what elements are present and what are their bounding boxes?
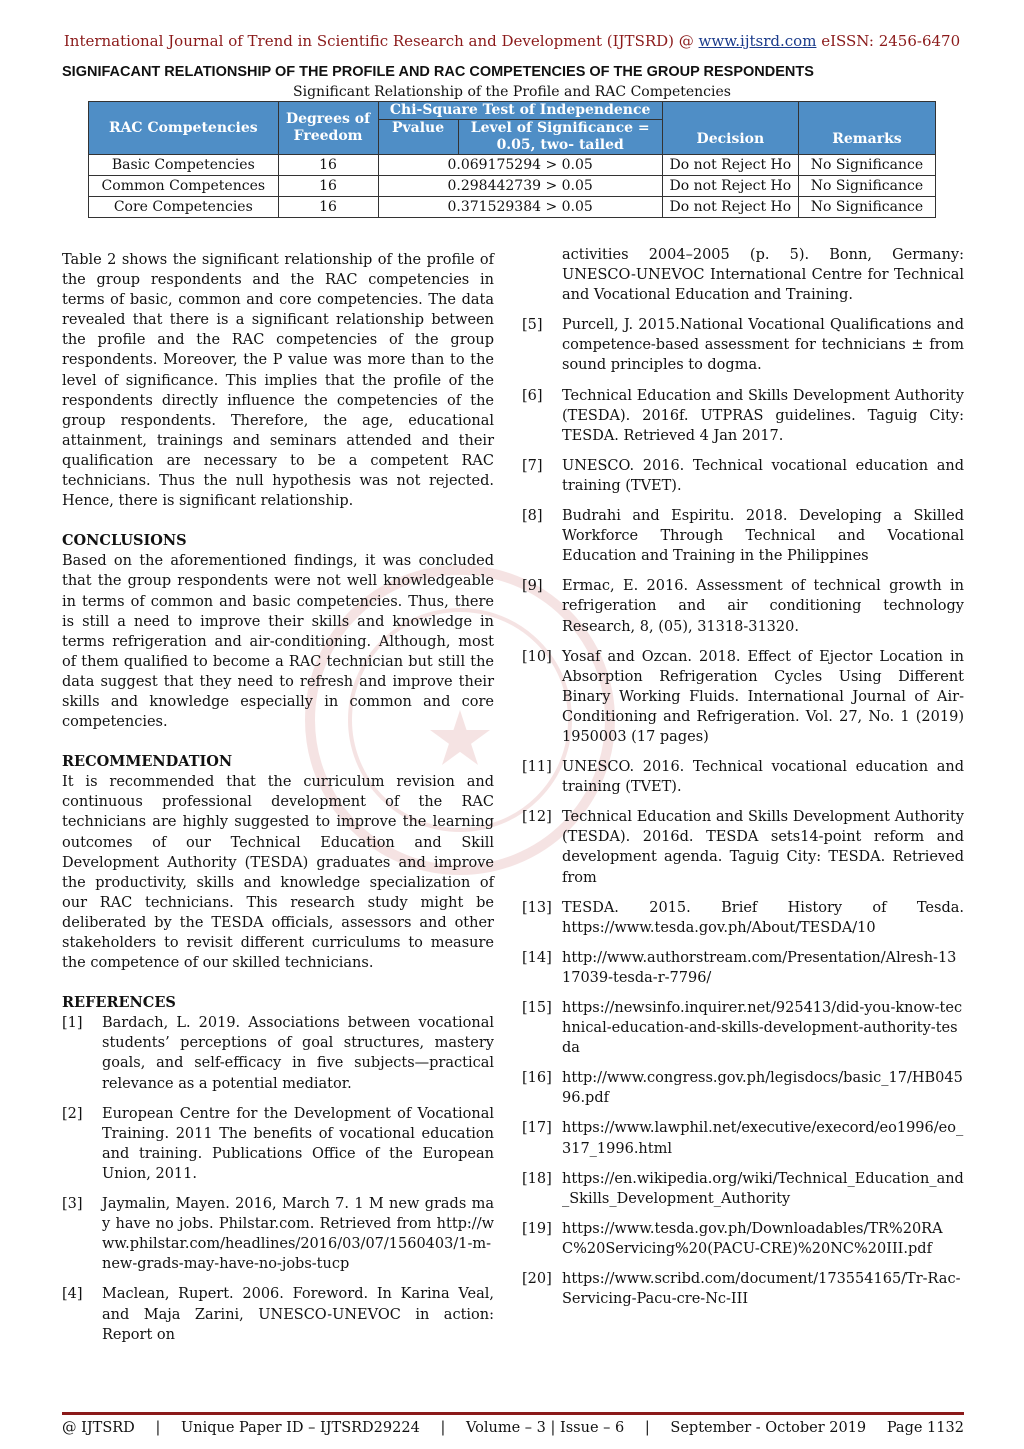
- reference-number: [18]: [522, 1170, 552, 1187]
- footer-separator: |: [644, 1420, 650, 1436]
- table-caption: Significant Relationship of the Profile and RAC Competencies: [293, 84, 731, 100]
- th-decision: Decision: [662, 102, 798, 155]
- reference-text: activities 2004–2005 (p. 5). Bonn, Germany: UNESCO-UNEVOC International Centre for Technical and Vocational Education and Training.: [562, 247, 964, 304]
- footer-separator: |: [155, 1420, 161, 1436]
- reference-number: [4]: [62, 1286, 83, 1303]
- reference-item: [522, 1169, 964, 1209]
- reference-item: [522, 1269, 964, 1309]
- reference-text: TESDA. 2015. Brief History of Tesda. https://www.tesda.gov.ph/About/TESDA/10: [562, 899, 964, 936]
- table-row: [89, 155, 936, 176]
- journal-name: International Journal of Trend in Scientific Research and Development (IJTSRD) @: [63, 32, 699, 50]
- page-footer: [62, 1420, 964, 1436]
- reference-number: [6]: [522, 387, 543, 404]
- references-list-right: [522, 315, 964, 1309]
- reference-text: Maclean, Rupert. 2006. Foreword. In Karina Veal, and Maja Zarini, UNESCO-UNEVOC in action: Report on: [102, 1286, 494, 1343]
- th-level-of-significance: Level of Significance = 0.05, two- tailed: [458, 120, 662, 155]
- reference-number: [9]: [522, 578, 543, 595]
- reference-text: Technical Education and Skills Development Authority (TESDA). 2016d. TESDA sets14-point reform and development agenda. Taguig City: TESDA. Retrieved from: [562, 809, 964, 886]
- conclusions-paragraph: Based on the aforementioned findings, it was concluded that the group respondents were not well knowledgeable in terms of common and basic competencies. Thus, there is still a need to improve their skills and knowledge in terms refrigeration and air-conditioning. Although, most of them qualified to become a RAC technician but still the data suggest that they need to refresh and improve their skills and knowledge especially in common and core competencies.: [62, 553, 494, 731]
- reference-item: [62, 1284, 494, 1344]
- reference-item: [522, 1118, 964, 1158]
- reference-number: [7]: [522, 457, 543, 474]
- reference-text: European Centre for the Development of Vocational Training. 2011 The benefits of vocational education and training. Publications Office of the European Union, 2011.: [102, 1105, 494, 1182]
- cell-pvalue: 0.069175294 > 0.05: [378, 155, 662, 176]
- footer-page: Page 1132: [886, 1420, 964, 1436]
- reference-text: Yosaf and Ozcan. 2018. Effect of Ejector Location in Absorption Refrigeration Cycles Using Different Binary Working Fluids. International Journal of Air-Conditioning and Refrigeration. Vol. 27, No. 1 (2019) 1950003 (17 pages): [562, 648, 964, 745]
- reference-item: [62, 1013, 494, 1093]
- cell-decision: Do not Reject Ho: [662, 176, 798, 197]
- cell-df: 16: [278, 197, 378, 218]
- reference-item: [62, 1104, 494, 1184]
- cell-competency: Core Competencies: [89, 197, 279, 218]
- reference-number: [15]: [522, 1000, 552, 1016]
- right-column: [522, 245, 964, 1319]
- reference-text: http://www.authorstream.com/Presentation/Alresh-1317039-tesda-r-7796/: [562, 949, 957, 986]
- cell-pvalue: 0.371529384 > 0.05: [378, 197, 662, 218]
- th-chi-square: Chi-Square Test of Independence: [378, 102, 662, 120]
- journal-header: [0, 32, 1024, 50]
- th-remarks: Remarks: [798, 102, 935, 155]
- journal-issn: eISSN: 2456-6470: [816, 32, 961, 50]
- reference-item: [522, 807, 964, 887]
- footer-volume: Volume – 3 | Issue – 6: [466, 1420, 625, 1436]
- reference-number: [19]: [522, 1220, 552, 1237]
- reference-text: Ermac, E. 2016. Assessment of technical growth in refrigeration and air conditioning technology Research, 8, (05), 31318-31320.: [562, 578, 964, 635]
- reference-number: [10]: [522, 648, 552, 665]
- reference-item: [522, 456, 964, 496]
- cell-df: 16: [278, 176, 378, 197]
- reference-text: Bardach, L. 2019. Associations between vocational students’ perceptions of goal structures, mastery goals, and self-efficacy in five subjects—practical relevance as a potential mediator.: [102, 1015, 494, 1092]
- intro-paragraph: Table 2 shows the significant relationship of the profile of the group respondents and the RAC competencies in terms of basic, common and core competencies. The data revealed that there is a significant relationship between the profile and the RAC competencies of the group respondents. Moreover, the P value was more than to the level of significance. This implies that the profile of the respondents directly influence the competencies of the group respondents. Therefore, the age, educational attainment, trainings and seminars attended and their qualification are necessary to be a competent RAC technicians. Thus the null hypothesis was not rejected. Hence, there is significant relationship.: [62, 252, 494, 510]
- reference-item: [522, 898, 964, 938]
- reference-number: [14]: [522, 949, 552, 966]
- reference-number: [2]: [62, 1105, 83, 1122]
- reference-text: Budrahi and Espiritu. 2018. Developing a Skilled Workforce Through Technical and Vocational Education and Training in the Philippines: [562, 508, 964, 565]
- journal-url-link[interactable]: www.ijtsrd.com: [698, 32, 817, 50]
- recommendation-heading: RECOMMENDATION: [62, 753, 233, 771]
- reference-number: [20]: [522, 1271, 552, 1288]
- reference-text: https://newsinfo.inquirer.net/925413/did-you-know-technical-education-and-skills-development-authority-tesda: [562, 1000, 963, 1057]
- cell-remarks: No Significance: [798, 155, 935, 176]
- reference-number: [5]: [522, 317, 543, 334]
- table-row: [89, 197, 936, 218]
- cell-decision: Do not Reject Ho: [662, 197, 798, 218]
- references-list-left: [62, 1013, 494, 1344]
- th-pvalue: Pvalue: [378, 120, 458, 155]
- footer-divider: [62, 1412, 964, 1415]
- reference-text: https://www.tesda.gov.ph/Downloadables/TR%20RAC%20Servicing%20(PACU-CRE)%20NC%20III.pdf: [562, 1220, 943, 1257]
- cell-pvalue: 0.298442739 > 0.05: [378, 176, 662, 197]
- recommendation-paragraph: It is recommended that the curriculum revision and continuous professional development of the RAC technicians are highly suggested to improve the learning outcomes of our Technical Education and Skill Development Authority (TESDA) graduates and improve the productivity, skills and knowledge specialization of our RAC technicians. This research study might be deliberated by the TESDA officials, assessors and other stakeholders to revisit different curriculums to measure the competence of our skilled technicians.: [62, 774, 494, 972]
- reference-number: [13]: [522, 899, 552, 916]
- reference-number: [16]: [522, 1070, 552, 1087]
- reference-text: UNESCO. 2016. Technical vocational education and training (TVET).: [562, 759, 964, 796]
- reference-text: https://www.lawphil.net/executive/execord/eo1996/eo_317_1996.html: [562, 1120, 964, 1157]
- reference-item: [522, 315, 964, 375]
- reference-continuation: [522, 245, 964, 305]
- footer-paper-id: Unique Paper ID – IJTSRD29224: [181, 1420, 420, 1436]
- reference-number: [11]: [522, 759, 552, 776]
- reference-item: [522, 506, 964, 566]
- footer-date: September - October 2019: [670, 1420, 867, 1436]
- left-column: [62, 250, 494, 1355]
- th-competencies: RAC Competencies: [89, 102, 279, 155]
- reference-text: https://www.scribd.com/document/173554165/Tr-Rac-Servicing-Pacu-cre-Nc-III: [562, 1271, 961, 1308]
- table-row: [89, 176, 936, 197]
- reference-text: https://en.wikipedia.org/wiki/Technical_Education_and_Skills_Development_Authority: [562, 1170, 964, 1207]
- cell-decision: Do not Reject Ho: [662, 155, 798, 176]
- reference-number: [17]: [522, 1120, 552, 1137]
- reference-item: [62, 1194, 494, 1274]
- reference-text: Jaymalin, Mayen. 2016, March 7. 1 M new grads may have no jobs. Philstar.com. Retrieved from http://www.philstar.com/headlines/2016/03/07/1560403/1-m-new-grads-may-have-no-jobs-tucp: [102, 1196, 494, 1273]
- reference-text: http://www.congress.gov.ph/legisdocs/basic_17/HB04596.pdf: [562, 1070, 963, 1107]
- reference-item: [522, 576, 964, 636]
- cell-remarks: No Significance: [798, 197, 935, 218]
- references-heading: REFERENCES: [62, 994, 176, 1012]
- footer-separator: |: [440, 1420, 446, 1436]
- reference-text: Technical Education and Skills Development Authority (TESDA). 2016f. UTPRAS guidelines. Taguig City: TESDA. Retrieved 4 Jan 2017.: [562, 387, 964, 444]
- reference-number: [12]: [522, 809, 552, 826]
- reference-number-spacer: [522, 245, 562, 305]
- significance-table: [88, 101, 936, 218]
- reference-number: [3]: [62, 1196, 83, 1213]
- cell-competency: Common Competences: [89, 176, 279, 197]
- cell-df: 16: [278, 155, 378, 176]
- reference-item: [522, 1219, 964, 1259]
- reference-item: [522, 386, 964, 446]
- reference-item: [522, 998, 964, 1058]
- footer-site: @ IJTSRD: [62, 1420, 135, 1436]
- cell-competency: Basic Competencies: [89, 155, 279, 176]
- conclusions-heading: CONCLUSIONS: [62, 532, 187, 550]
- reference-item: [522, 1068, 964, 1108]
- reference-text: Purcell, J. 2015.National Vocational Qualifications and competence-based assessment for technicians ± from sound principles to dogma.: [562, 317, 964, 374]
- reference-number: [1]: [62, 1015, 83, 1032]
- reference-item: [522, 757, 964, 797]
- section-title: SIGNIFACANT RELATIONSHIP OF THE PROFILE AND RAC COMPETENCIES OF THE GROUP RESPONDENTS: [62, 64, 814, 80]
- th-degrees-of-freedom: Degrees of Freedom: [278, 102, 378, 155]
- reference-number: [8]: [522, 508, 543, 525]
- cell-remarks: No Significance: [798, 176, 935, 197]
- reference-text: UNESCO. 2016. Technical vocational education and training (TVET).: [562, 457, 964, 494]
- reference-item: [522, 647, 964, 747]
- reference-item: [522, 948, 964, 988]
